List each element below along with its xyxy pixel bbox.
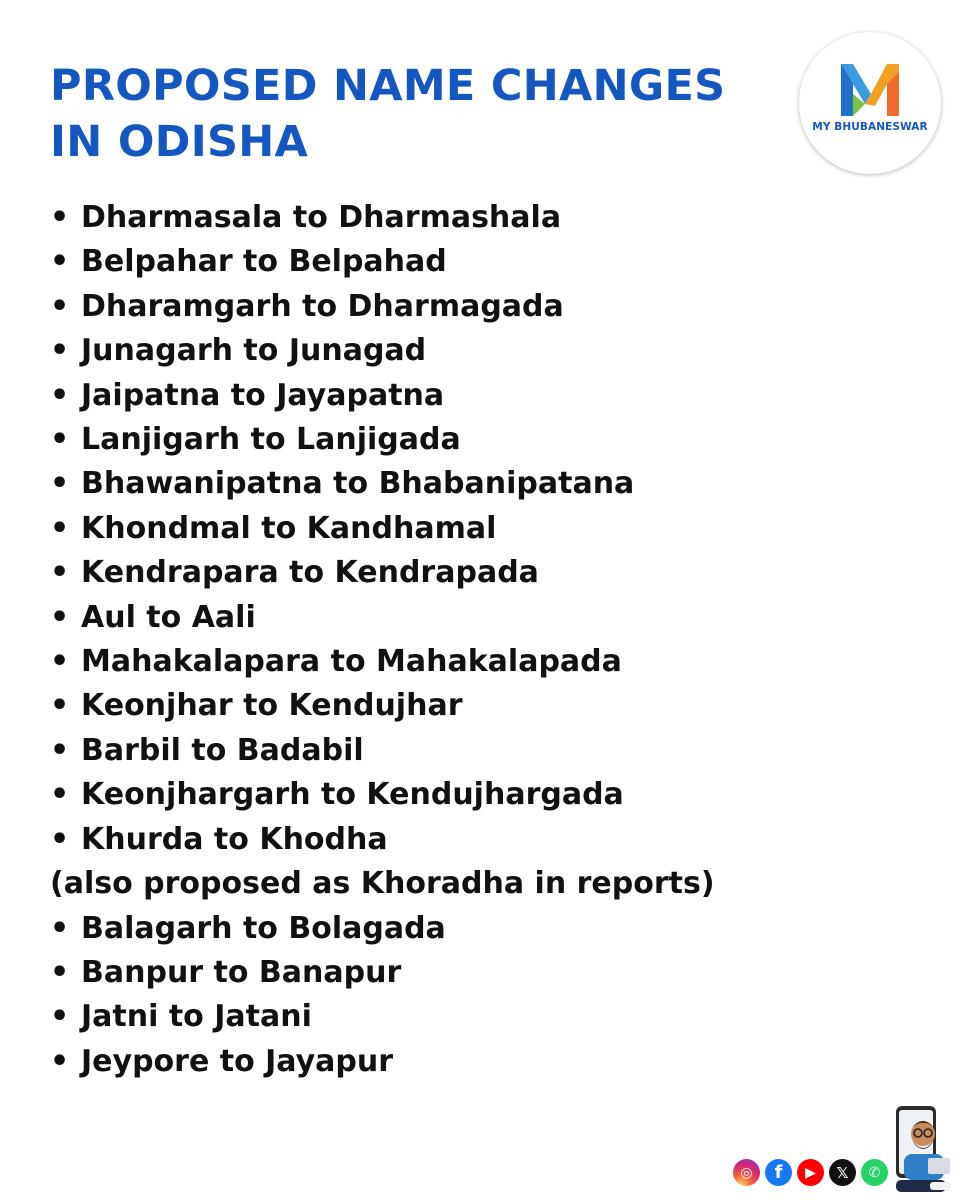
bullet-icon: • (50, 644, 70, 680)
facebook-icon[interactable]: f (765, 1159, 792, 1186)
bullet-icon: • (50, 821, 70, 857)
bullet-icon: • (50, 1043, 70, 1079)
bullet-icon: • (50, 732, 70, 768)
list-item (50, 240, 810, 284)
bullet-icon: • (50, 244, 70, 280)
bullet-icon: • (50, 954, 70, 990)
bullet-icon: • (50, 599, 70, 635)
bullet-icon: • (50, 688, 70, 724)
title-line-1: PROPOSED NAME CHANGES (50, 61, 726, 111)
bullet-icon: • (50, 288, 70, 324)
list-item-text: Banpur to Banapur (81, 954, 402, 990)
list-item (50, 551, 810, 595)
list-item (50, 418, 810, 462)
list-item (50, 285, 810, 329)
list-item (50, 1040, 810, 1084)
bullet-icon: • (50, 555, 70, 591)
list-item (50, 684, 810, 728)
bullet-icon: • (50, 777, 70, 813)
youtube-icon[interactable]: ▶ (797, 1159, 824, 1186)
list-item (50, 196, 810, 240)
bullet-icon: • (50, 910, 70, 946)
bullet-icon: • (50, 422, 70, 458)
bullet-icon: • (50, 333, 70, 369)
list-item-text: Junagarh to Junagad (81, 333, 427, 369)
list-item (50, 951, 810, 995)
list-item-text: Keonjhargarh to Kendujhargada (81, 777, 624, 813)
list-item-text: Lanjigarh to Lanjigada (81, 422, 461, 458)
list-item-text: Belpahar to Belpahad (81, 244, 447, 280)
list-item (50, 862, 810, 906)
list-item-text: Keonjhar to Kendujhar (81, 688, 463, 724)
whatsapp-icon[interactable]: ✆ (861, 1159, 888, 1186)
list-item-text: Aul to Aali (81, 599, 256, 635)
page-title (50, 58, 750, 170)
instagram-icon[interactable]: ◎ (733, 1159, 760, 1186)
list-item-text: Bhawanipatna to Bhabanipatana (81, 466, 635, 502)
list-item-text: Mahakalapara to Mahakalapada (81, 644, 622, 680)
list-item (50, 818, 810, 862)
list-item (50, 729, 810, 773)
logo-text: MY BHUBANESWAR (812, 121, 928, 133)
list-item (50, 995, 810, 1039)
bullet-icon: • (50, 466, 70, 502)
bullet-icon: • (50, 377, 70, 413)
mascot-illustration (890, 1104, 956, 1194)
logo-m-icon (841, 60, 899, 116)
list-item-text: Barbil to Badabil (81, 732, 364, 768)
bullet-icon: • (50, 200, 70, 235)
list-item-text: Balagarh to Bolagada (81, 910, 446, 946)
name-change-list (50, 196, 810, 1084)
list-item-text: Khondmal to Kandhamal (81, 510, 497, 546)
list-item-text: Jaipatna to Jayapatna (81, 377, 445, 413)
title-line-2: IN ODISHA (50, 117, 309, 167)
brand-logo (799, 32, 941, 174)
list-item-text: Kendrapara to Kendrapada (81, 555, 539, 591)
bullet-icon: • (50, 510, 70, 546)
list-item (50, 507, 810, 551)
list-item-text: Dharamgarh to Dharmagada (81, 288, 564, 324)
list-item-text: (also proposed as Khoradha in reports) (50, 866, 715, 902)
list-item (50, 329, 810, 373)
social-icons (733, 1159, 888, 1186)
list-item (50, 907, 810, 951)
list-item (50, 773, 810, 817)
list-item (50, 462, 810, 506)
x-icon[interactable]: 𝕏 (829, 1159, 856, 1186)
list-item-text: Jatni to Jatani (81, 999, 312, 1035)
list-item-text: Khurda to Khodha (81, 821, 388, 857)
list-item-text: Dharmasala to Dharmashala (81, 200, 562, 235)
list-item (50, 640, 810, 684)
list-item (50, 596, 810, 640)
bullet-icon: • (50, 999, 70, 1035)
list-item (50, 374, 810, 418)
list-item-text: Jeypore to Jayapur (81, 1043, 394, 1079)
